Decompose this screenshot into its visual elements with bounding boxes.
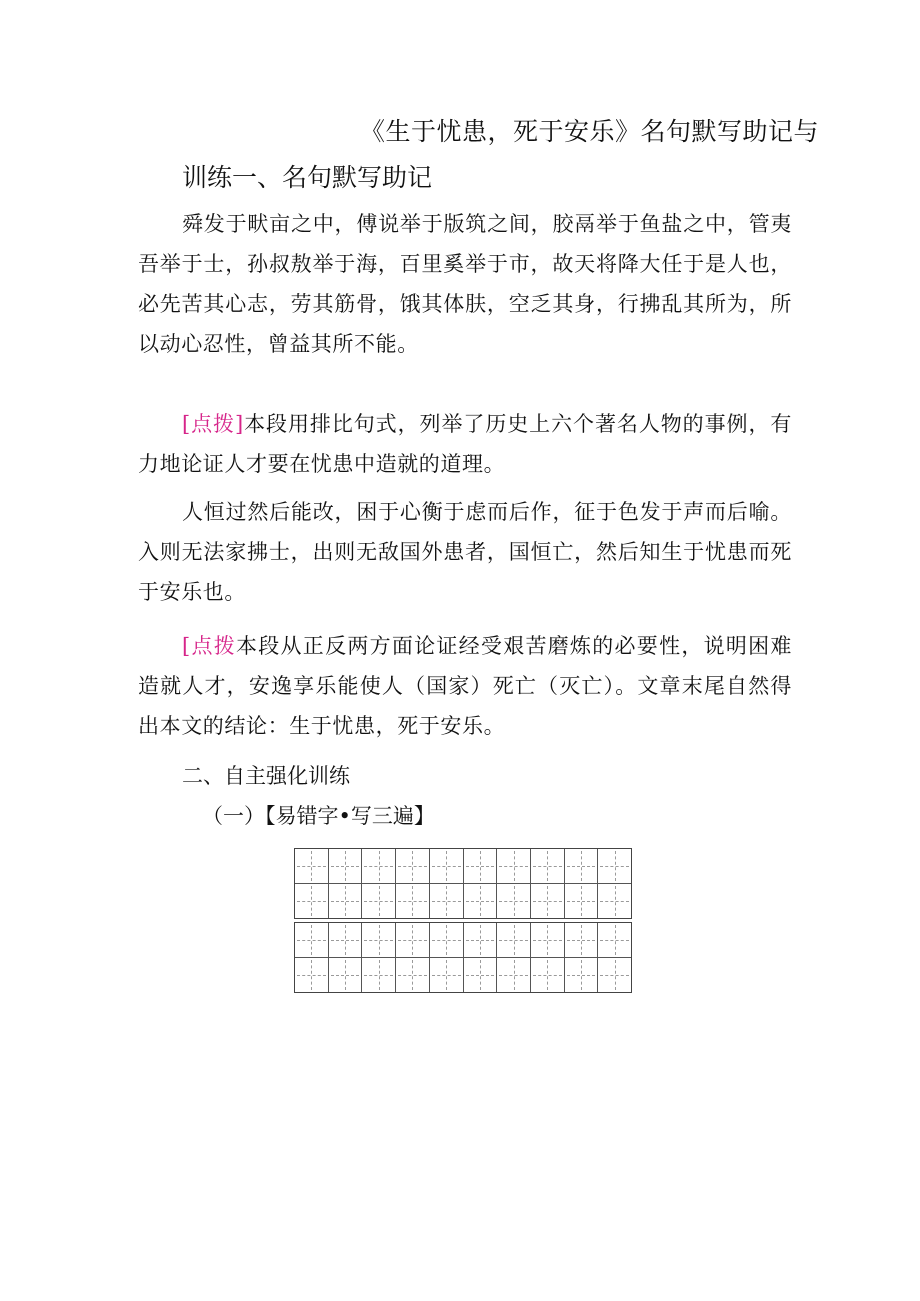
note-tag-2: [点拨 <box>182 634 236 658</box>
writing-grid-cell <box>531 849 565 883</box>
writing-grid-cell <box>565 958 599 992</box>
section-heading-self-training: 二、自主强化训练 <box>182 764 350 788</box>
writing-grid-cell <box>464 958 498 992</box>
writing-grid-cell <box>396 849 430 883</box>
writing-grid-cell <box>531 958 565 992</box>
note-text-2: 本段从正反两方面论证经受艰苦磨炼的必要性，说明困难造就人才，安逸享乐能使人（国家）死亡（灭亡）。文章末尾自然得出本文的结论：生于忧患，死于安乐。 <box>138 634 792 738</box>
page-title: 《生于忧患，死于安乐》名句默写助记与 <box>360 117 820 146</box>
writing-grid-cell <box>295 849 329 883</box>
note-paragraph-1 <box>138 404 792 484</box>
writing-grid-cell <box>598 958 631 992</box>
subsection-heading-typo-words: （一）【易错字•写三遍】 <box>202 804 435 828</box>
writing-grid-cell <box>430 958 464 992</box>
writing-grid-cell <box>464 849 498 883</box>
writing-grid-cell <box>497 849 531 883</box>
writing-grid-row <box>295 923 631 957</box>
writing-grid-cell <box>430 923 464 957</box>
writing-grid-cell <box>329 958 363 992</box>
writing-grid-cell <box>295 923 329 957</box>
note-paragraph-2 <box>138 626 792 746</box>
writing-grid-cell <box>464 923 498 957</box>
writing-grid-row <box>295 957 631 992</box>
writing-grid-cell <box>598 884 631 918</box>
writing-grid-cell <box>362 849 396 883</box>
writing-grid-cell <box>396 923 430 957</box>
writing-grid-row <box>295 883 631 918</box>
writing-grid-cell <box>531 884 565 918</box>
writing-grid-cell <box>565 923 599 957</box>
writing-grid-cell <box>295 958 329 992</box>
writing-grid-cell <box>362 884 396 918</box>
writing-grid-cell <box>598 923 631 957</box>
writing-grid-block-1 <box>294 848 632 919</box>
writing-grid-cell <box>497 923 531 957</box>
writing-grid-cell <box>430 884 464 918</box>
writing-grid-cell <box>565 849 599 883</box>
writing-grid-cell <box>329 849 363 883</box>
writing-grid-cell <box>464 884 498 918</box>
passage-paragraph-2: 人恒过然后能改，困于心衡于虑而后作，征于色发于声而后喻。入则无法家拂士，出则无敌国外患者，国恒亡，然后知生于忧患而死于安乐也。 <box>138 500 792 604</box>
writing-grid-cell <box>362 923 396 957</box>
writing-grid-cell <box>396 884 430 918</box>
writing-grid-cell <box>531 923 565 957</box>
writing-grid-cell <box>362 958 396 992</box>
writing-grid-cell <box>295 884 329 918</box>
writing-grid-cell <box>329 923 363 957</box>
note-text-1: 本段用排比句式，列举了历史上六个著名人物的事例，有力地论证人才要在忧患中造就的道理。 <box>138 412 792 476</box>
writing-grid-row <box>295 849 631 883</box>
writing-grid-cell <box>598 849 631 883</box>
writing-grid-cell <box>329 884 363 918</box>
writing-grid-block-2 <box>294 922 632 993</box>
note-tag-1: [点拨] <box>182 412 244 436</box>
writing-grid-cell <box>497 958 531 992</box>
writing-grid-cell <box>430 849 464 883</box>
writing-grid-cell <box>497 884 531 918</box>
passage-paragraph-1: 舜发于畎亩之中，傅说举于版筑之间，胶鬲举于鱼盐之中，管夷吾举于士，孙叔敖举于海，百里奚举于市，故天将降大任于是人也，必先苦其心志，劳其筋骨，饿其体肤，空乏其身，行拂乱其所为，所以动心忍性，曾益其所不能。 <box>138 212 792 356</box>
section-heading-training-one: 训练一、名句默写助记 <box>182 163 433 192</box>
writing-grid-cell <box>565 884 599 918</box>
writing-grid-cell <box>396 958 430 992</box>
